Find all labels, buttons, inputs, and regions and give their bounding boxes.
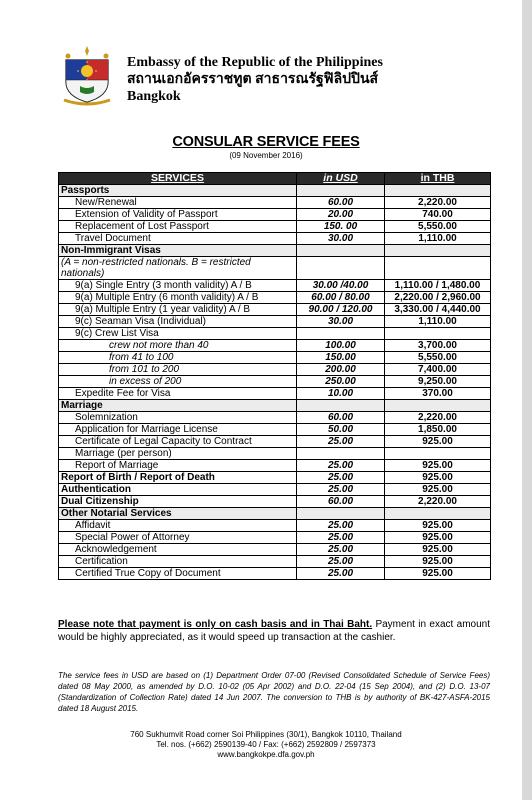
fee-thb: 5,550.00: [385, 352, 491, 364]
table-row: [59, 280, 491, 292]
usd-column-header: in USD: [297, 173, 385, 185]
fee-thb: [385, 185, 491, 197]
payment-note: [58, 618, 490, 644]
fee-usd: 20.00: [297, 209, 385, 221]
table-header-row: [59, 173, 491, 185]
website-url: www.bangkokpe.dfa.gov.ph: [217, 750, 315, 759]
fee-thb: [385, 448, 491, 460]
fee-thb: 1,110.00 / 1,480.00: [385, 280, 491, 292]
embassy-city: Bangkok: [127, 89, 181, 104]
service-name: Non-Immigrant Visas: [59, 245, 297, 257]
fee-usd: [297, 185, 385, 197]
page-edge-shadow: [522, 0, 532, 800]
fee-thb: 2,220.00: [385, 197, 491, 209]
fee-usd: 25.00: [297, 556, 385, 568]
fee-usd: 150.00: [297, 352, 385, 364]
fee-thb: 1,850.00: [385, 424, 491, 436]
fee-usd: 60.00: [297, 412, 385, 424]
fee-thb: 925.00: [385, 568, 491, 580]
service-name: 9(c) Crew List Visa: [59, 328, 297, 340]
fee-usd: [297, 245, 385, 257]
fee-thb: [385, 508, 491, 520]
service-name: from 41 to 100: [59, 352, 297, 364]
contact-numbers: Tel. nos. (+662) 2590139-40 / Fax: (+662) 2592809 / 2597373: [156, 740, 376, 749]
fee-usd: 60.00: [297, 197, 385, 209]
table-row: [59, 257, 491, 280]
fee-thb: 925.00: [385, 520, 491, 532]
table-row: [59, 376, 491, 388]
fee-thb: 9,250.00: [385, 376, 491, 388]
service-name: Certified True Copy of Document: [59, 568, 297, 580]
table-row: [59, 316, 491, 328]
fee-usd: 60.00: [297, 496, 385, 508]
table-row: [59, 532, 491, 544]
service-name: 9(a) Multiple Entry (6 month validity) A / B: [59, 292, 297, 304]
table-row: [59, 496, 491, 508]
table-row: [59, 245, 491, 257]
table-row: [59, 460, 491, 472]
service-name: Marriage: [59, 400, 297, 412]
embassy-header: [127, 54, 383, 105]
table-row: [59, 209, 491, 221]
table-row: [59, 472, 491, 484]
service-name: Expedite Fee for Visa: [59, 388, 297, 400]
fee-thb: 5,550.00: [385, 221, 491, 233]
fee-usd: 25.00: [297, 484, 385, 496]
table-row: [59, 412, 491, 424]
service-name: Affidavit: [59, 520, 297, 532]
table-row: [59, 424, 491, 436]
service-name: Certification: [59, 556, 297, 568]
payment-note-rest: Payment in exact amount would be highly appreciated, as it would speed up transaction at the cashier.: [58, 619, 490, 643]
fee-usd: [297, 328, 385, 340]
service-name: Certificate of Legal Capacity to Contract: [59, 436, 297, 448]
table-row: [59, 544, 491, 556]
table-row: [59, 556, 491, 568]
fee-usd: [297, 257, 385, 280]
service-name: New/Renewal: [59, 197, 297, 209]
fee-usd: 60.00 / 80.00: [297, 292, 385, 304]
fee-usd: 30.00: [297, 316, 385, 328]
embassy-name-english: Embassy of the Republic of the Philippines: [127, 55, 383, 70]
services-column-header: SERVICES: [59, 173, 297, 185]
service-name: 9(c) Seaman Visa (Individual): [59, 316, 297, 328]
service-name: Replacement of Lost Passport: [59, 221, 297, 233]
payment-note-emphasis: Please note that payment is only on cash basis and in Thai Baht.: [58, 619, 373, 630]
fee-usd: 150. 00: [297, 221, 385, 233]
thb-column-header: in THB: [385, 173, 491, 185]
service-name: Other Notarial Services: [59, 508, 297, 520]
table-row: [59, 400, 491, 412]
fee-thb: 925.00: [385, 544, 491, 556]
service-name: Authentication: [59, 484, 297, 496]
table-row: [59, 520, 491, 532]
table-row: [59, 448, 491, 460]
service-name: Passports: [59, 185, 297, 197]
fee-usd: 100.00: [297, 340, 385, 352]
table-row: [59, 185, 491, 197]
page-title: CONSULAR SERVICE FEES: [172, 134, 360, 150]
fee-basis-footnote: The service fees in USD are based on (1) Department Order 07-00 (Revised Consolidated Schedule of Service Fees) dated 08 May 2000, as amended by D.O. 10-02 (05 Apr 2002) and D.O. 22-04 (15 Sep 2004), and (2) D.O. 13-07 (Standardization of Collection Rate) dated 14 Jun 2007. The conversion to THB is by authority of BK-427-ASFA-2015 dated 18 August 2015.: [58, 671, 490, 713]
table-row: [59, 364, 491, 376]
service-name: 9(a) Single Entry (3 month validity) A / B: [59, 280, 297, 292]
document-date: (09 November 2016): [229, 151, 303, 160]
fee-thb: 1,110.00: [385, 316, 491, 328]
table-row: [59, 568, 491, 580]
fee-usd: 25.00: [297, 436, 385, 448]
table-row: [59, 304, 491, 316]
service-name: Travel Document: [59, 233, 297, 245]
service-name: (A = non-restricted nationals. B = restricted nationals): [59, 257, 297, 280]
embassy-name-thai: สถานเอกอัครราชทูต สาธารณรัฐฟิลิปปินส์: [127, 72, 379, 87]
service-name: crew not more than 40: [59, 340, 297, 352]
table-row: [59, 197, 491, 209]
fee-usd: 10.00: [297, 388, 385, 400]
fee-usd: 30.00: [297, 233, 385, 245]
fee-usd: 25.00: [297, 472, 385, 484]
table-row: [59, 221, 491, 233]
table-row: [59, 328, 491, 340]
fee-thb: [385, 245, 491, 257]
fee-thb: 2,220.00 / 2,960.00: [385, 292, 491, 304]
service-name: Extension of Validity of Passport: [59, 209, 297, 221]
service-name: Dual Citizenship: [59, 496, 297, 508]
fee-thb: 7,400.00: [385, 364, 491, 376]
fee-usd: [297, 400, 385, 412]
fee-thb: 925.00: [385, 472, 491, 484]
service-name: Special Power of Attorney: [59, 532, 297, 544]
fee-thb: [385, 328, 491, 340]
fee-thb: 925.00: [385, 460, 491, 472]
table-row: [59, 292, 491, 304]
service-name: Report of Birth / Report of Death: [59, 472, 297, 484]
fee-usd: 200.00: [297, 364, 385, 376]
service-name: 9(a) Multiple Entry (1 year validity) A / B: [59, 304, 297, 316]
table-row: [59, 352, 491, 364]
service-name: Marriage (per person): [59, 448, 297, 460]
service-name: Solemnization: [59, 412, 297, 424]
service-name: Report of Marriage: [59, 460, 297, 472]
fee-thb: 925.00: [385, 484, 491, 496]
fee-thb: 925.00: [385, 556, 491, 568]
table-row: [59, 233, 491, 245]
fee-usd: [297, 508, 385, 520]
fee-thb: [385, 400, 491, 412]
fee-usd: [297, 448, 385, 460]
table-row: [59, 388, 491, 400]
fee-thb: 370.00: [385, 388, 491, 400]
fee-usd: 50.00: [297, 424, 385, 436]
philippine-seal-icon: [58, 44, 116, 106]
fee-thb: 925.00: [385, 532, 491, 544]
fee-usd: 30.00 /40.00: [297, 280, 385, 292]
fee-usd: 250.00: [297, 376, 385, 388]
fee-thb: 1,110.00: [385, 233, 491, 245]
fee-usd: 90.00 / 120.00: [297, 304, 385, 316]
fee-thb: 3,700.00: [385, 340, 491, 352]
fee-usd: 25.00: [297, 544, 385, 556]
table-row: [59, 340, 491, 352]
fees-table: [58, 172, 491, 580]
fee-thb: 2,220.00: [385, 412, 491, 424]
fee-thb: [385, 257, 491, 280]
embassy-address: [0, 730, 532, 760]
fee-usd: 25.00: [297, 532, 385, 544]
fee-thb: 740.00: [385, 209, 491, 221]
service-name: in excess of 200: [59, 376, 297, 388]
fee-usd: 25.00: [297, 520, 385, 532]
fees-table-body: [59, 185, 491, 580]
address-line: 760 Sukhumvit Road corner Soi Philippines (30/1), Bangkok 10110, Thailand: [130, 730, 402, 739]
table-row: [59, 508, 491, 520]
service-name: from 101 to 200: [59, 364, 297, 376]
fee-usd: 25.00: [297, 460, 385, 472]
service-name: Acknowledgement: [59, 544, 297, 556]
table-row: [59, 484, 491, 496]
fee-usd: 25.00: [297, 568, 385, 580]
fee-thb: 3,330.00 / 4,440.00: [385, 304, 491, 316]
fee-thb: 2,220.00: [385, 496, 491, 508]
fee-thb: 925.00: [385, 436, 491, 448]
service-name: Application for Marriage License: [59, 424, 297, 436]
table-row: [59, 436, 491, 448]
